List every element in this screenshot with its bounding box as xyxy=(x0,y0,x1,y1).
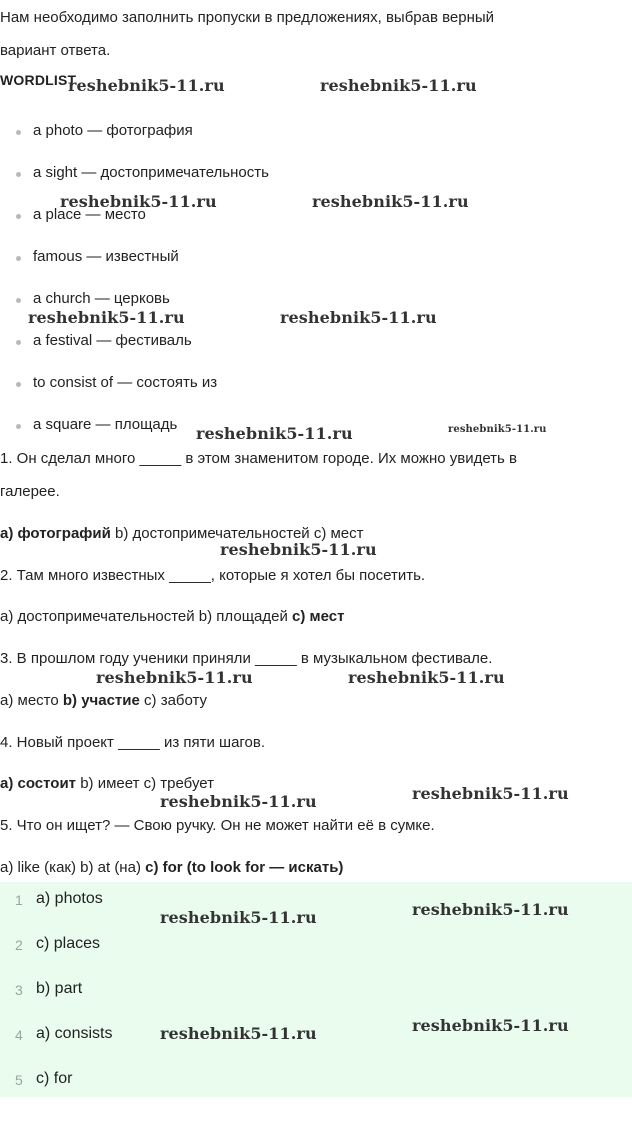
answer-number: 5 xyxy=(15,1072,23,1088)
answer-row xyxy=(0,927,632,972)
question-4-correct-option: a) состоит xyxy=(0,775,77,792)
watermark: reshebnik5-11.ru xyxy=(412,900,569,919)
answer-text: c) places xyxy=(36,935,101,952)
bullet-icon xyxy=(16,214,21,219)
question-2-other-options: a) достопримечательностей b) площадей xyxy=(0,608,293,625)
list-item: a place — место xyxy=(33,206,146,223)
watermark: reshebnik5-11.ru xyxy=(160,792,317,811)
question-3-correct-option: b) участие xyxy=(62,692,140,709)
intro-line-1: Нам необходимо заполнить пропуски в предложениях, выбрав верный xyxy=(0,9,495,26)
question-5-correct-option: c) for (to look for — искать) xyxy=(145,859,344,876)
list-item: a square — площадь xyxy=(33,416,178,433)
answer-text: a) photos xyxy=(36,890,103,907)
bullet-icon xyxy=(16,172,21,177)
watermark: reshebnik5-11.ru xyxy=(160,908,317,927)
list-item: a sight — достопримечательность xyxy=(33,164,269,181)
wordlist-title: WORDLIST xyxy=(0,72,77,88)
answer-number: 4 xyxy=(15,1027,23,1043)
watermark: reshebnik5-11.ru xyxy=(68,76,225,95)
watermark: reshebnik5-11.ru xyxy=(412,784,569,803)
watermark: reshebnik5-11.ru xyxy=(312,192,469,211)
answer-text: a) consists xyxy=(36,1025,113,1042)
question-4-options xyxy=(0,773,214,794)
list-item: famous — известный xyxy=(33,248,179,265)
question-5-options xyxy=(0,857,343,878)
answer-number: 1 xyxy=(15,892,23,908)
answer-row xyxy=(0,1062,632,1107)
bullet-icon xyxy=(16,424,21,429)
watermark: reshebnik5-11.ru xyxy=(448,424,547,435)
bullet-icon xyxy=(16,256,21,261)
answer-text: b) part xyxy=(36,980,83,997)
list-item: a festival — фестиваль xyxy=(33,332,192,349)
question-5-other-options: a) like (как) b) at (на) xyxy=(0,859,146,876)
watermark: reshebnik5-11.ru xyxy=(60,192,217,211)
watermark: reshebnik5-11.ru xyxy=(320,76,477,95)
answer-text: c) for xyxy=(36,1070,73,1087)
watermark: reshebnik5-11.ru xyxy=(196,424,353,443)
list-item: a church — церковь xyxy=(33,290,170,307)
intro-line-2: вариант ответа. xyxy=(0,42,111,59)
question-2-text: 2. Там много известных _____, которые я хотел бы посетить. xyxy=(0,567,426,584)
watermark: reshebnik5-11.ru xyxy=(96,668,253,687)
question-2-options xyxy=(0,606,344,627)
question-4-other-options: b) имеет c) требует xyxy=(76,775,214,792)
list-item: a photo — фотография xyxy=(33,122,193,139)
watermark: reshebnik5-11.ru xyxy=(280,308,437,327)
bullet-icon xyxy=(16,298,21,303)
bullet-icon xyxy=(16,340,21,345)
question-3-option-a: a) место xyxy=(0,692,63,709)
watermark: reshebnik5-11.ru xyxy=(412,1016,569,1035)
question-2-correct-option: c) мест xyxy=(292,608,345,625)
question-1-text: 1. Он сделал много _____ в этом знаменитом городе. Их можно увидеть в xyxy=(0,450,518,467)
question-1-correct-option: a) фотографий xyxy=(0,525,111,542)
question-3-options xyxy=(0,690,207,711)
list-item: to consist of — состоять из xyxy=(33,374,218,391)
question-3-option-c: c) заботу xyxy=(139,692,208,709)
answer-row xyxy=(0,972,632,1017)
question-5-text: 5. Что он ищет? — Свою ручку. Он не может найти её в сумке. xyxy=(0,817,435,834)
watermark: reshebnik5-11.ru xyxy=(28,308,185,327)
bullet-icon xyxy=(16,382,21,387)
question-3-text: 3. В прошлом году ученики приняли _____ в музыкальном фестивале. xyxy=(0,650,493,667)
bullet-icon xyxy=(16,130,21,135)
watermark: reshebnik5-11.ru xyxy=(220,540,377,559)
question-1-text-cont: галерее. xyxy=(0,483,60,500)
watermark: reshebnik5-11.ru xyxy=(348,668,505,687)
answer-number: 2 xyxy=(15,937,23,953)
question-1-other-options: b) достопримечательностей c) мест xyxy=(110,525,364,542)
answer-number: 3 xyxy=(15,982,23,998)
question-4-text: 4. Новый проект _____ из пяти шагов. xyxy=(0,734,266,751)
watermark: reshebnik5-11.ru xyxy=(160,1024,317,1043)
